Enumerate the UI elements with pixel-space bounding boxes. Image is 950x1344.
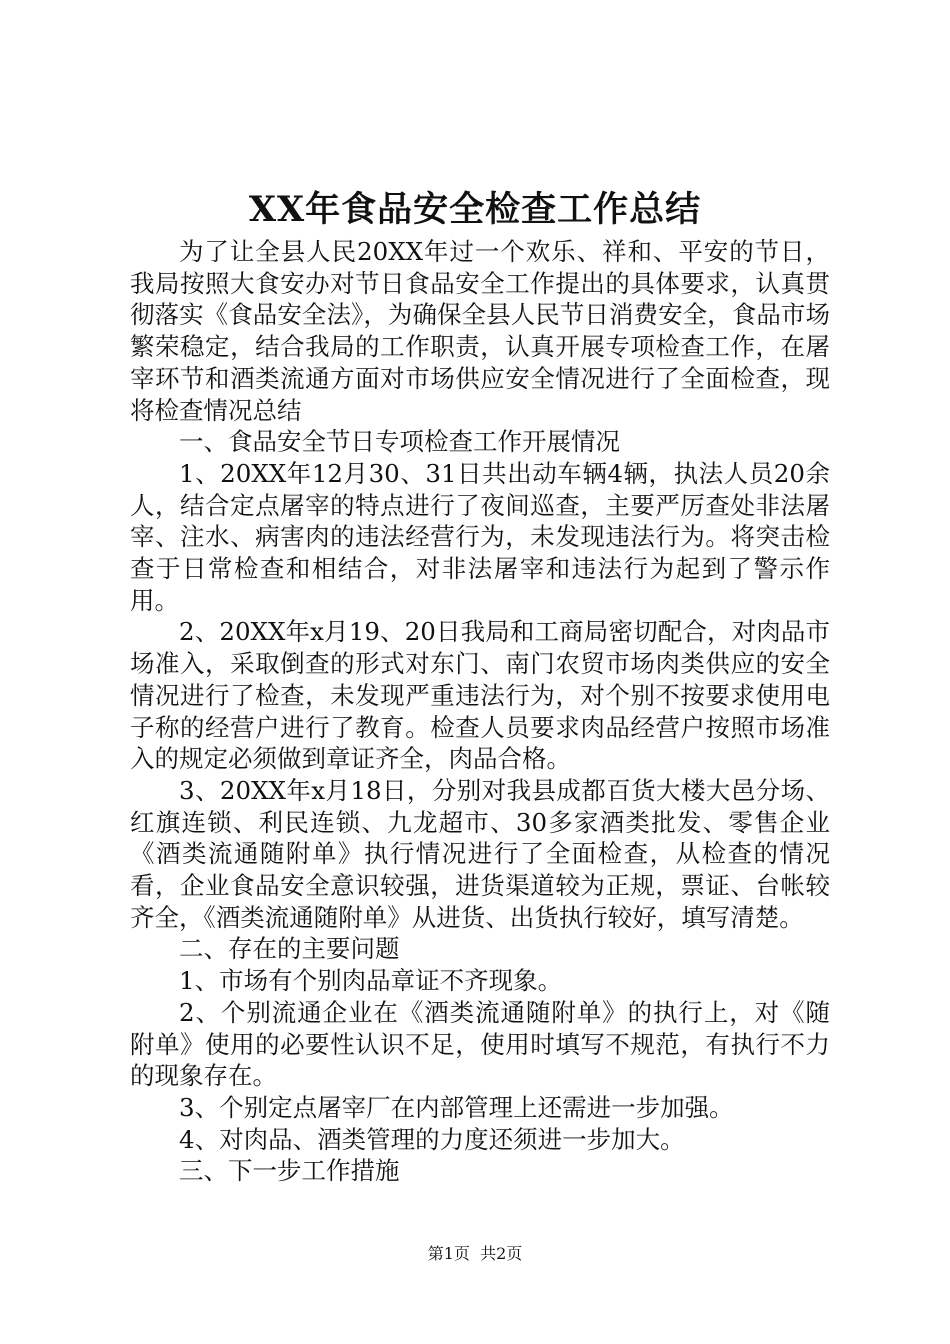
paragraph-item-2-3: 3、个别定点屠宰厂在内部管理上还需进一步加强。 [179,1092,734,1122]
section-heading-1: 一、食品安全节日专项检查工作开展情况 [179,427,620,457]
paragraph-item-2-4: 4、对肉品、酒类管理的力度还须进一步加大。 [179,1124,685,1154]
document-title: XX年食品安全检查工作总结 [248,189,702,230]
paragraph-item-1-3: 3、20XX年x月18日，分别对我县成都百货大楼大邑分场、红旗连锁、利民连锁、九龙超市、30多家酒类批发、零售企业《酒类流通随附单》执行情况进行了全面检查，从检查的情况看，企业食品安全意识较强，进货渠道较为正规，票证、台帐较齐全，《酒类流通随附单》从进货、出货执行较好，填写清楚。 [130,775,830,932]
section-heading-2: 二、存在的主要问题 [179,934,400,964]
page-footer [0,1243,950,1265]
document-body [130,236,830,1187]
section-heading-3: 三、下一步工作措施 [179,1156,400,1186]
paragraph-item-2-2: 2、个别流通企业在《酒类流通随附单》的执行上，对《随附单》使用的必要性认识不足，使用时填写不规范，有执行不力的现象存在。 [130,997,830,1091]
paragraph-intro: 为了让全县人民20XX年过一个欢乐、祥和、平安的节日，我局按照大食安办对节日食品安全工作提出的具体要求，认真贯彻落实《食品安全法》，为确保全县人民节日消费安全，食品市场繁荣稳定，结合我局的工作职责，认真开展专项检查工作，在屠宰环节和酒类流通方面对市场供应安全情况进行了全面检查，现将检查情况总结 [130,237,830,425]
paragraph-item-2-1: 1、市场有个别肉品章证不齐现象。 [179,966,563,996]
paragraph-item-1-1: 1、20XX年12月30、31日共出动车辆4辆，执法人员20余人，结合定点屠宰的特点进行了夜间巡查，主要严厉查处非法屠宰、注水、病害肉的违法经营行为，未发现违法行为。将突击检查于日常检查和相结合，对非法屠宰和违法行为起到了警示作用。 [130,458,830,615]
page-number: 第1页 共2页 [427,1244,523,1263]
paragraph-item-1-2: 2、20XX年x月19、20日我局和工商局密切配合，对肉品市场准入，采取倒查的形式对东门、南门农贸市场肉类供应的安全情况进行了检查，未发现严重违法行为，对个别不按要求使用电子称的经营户进行了教育。检查人员要求肉品经营户按照市场准入的规定必须做到章证齐全，肉品合格。 [130,617,830,774]
